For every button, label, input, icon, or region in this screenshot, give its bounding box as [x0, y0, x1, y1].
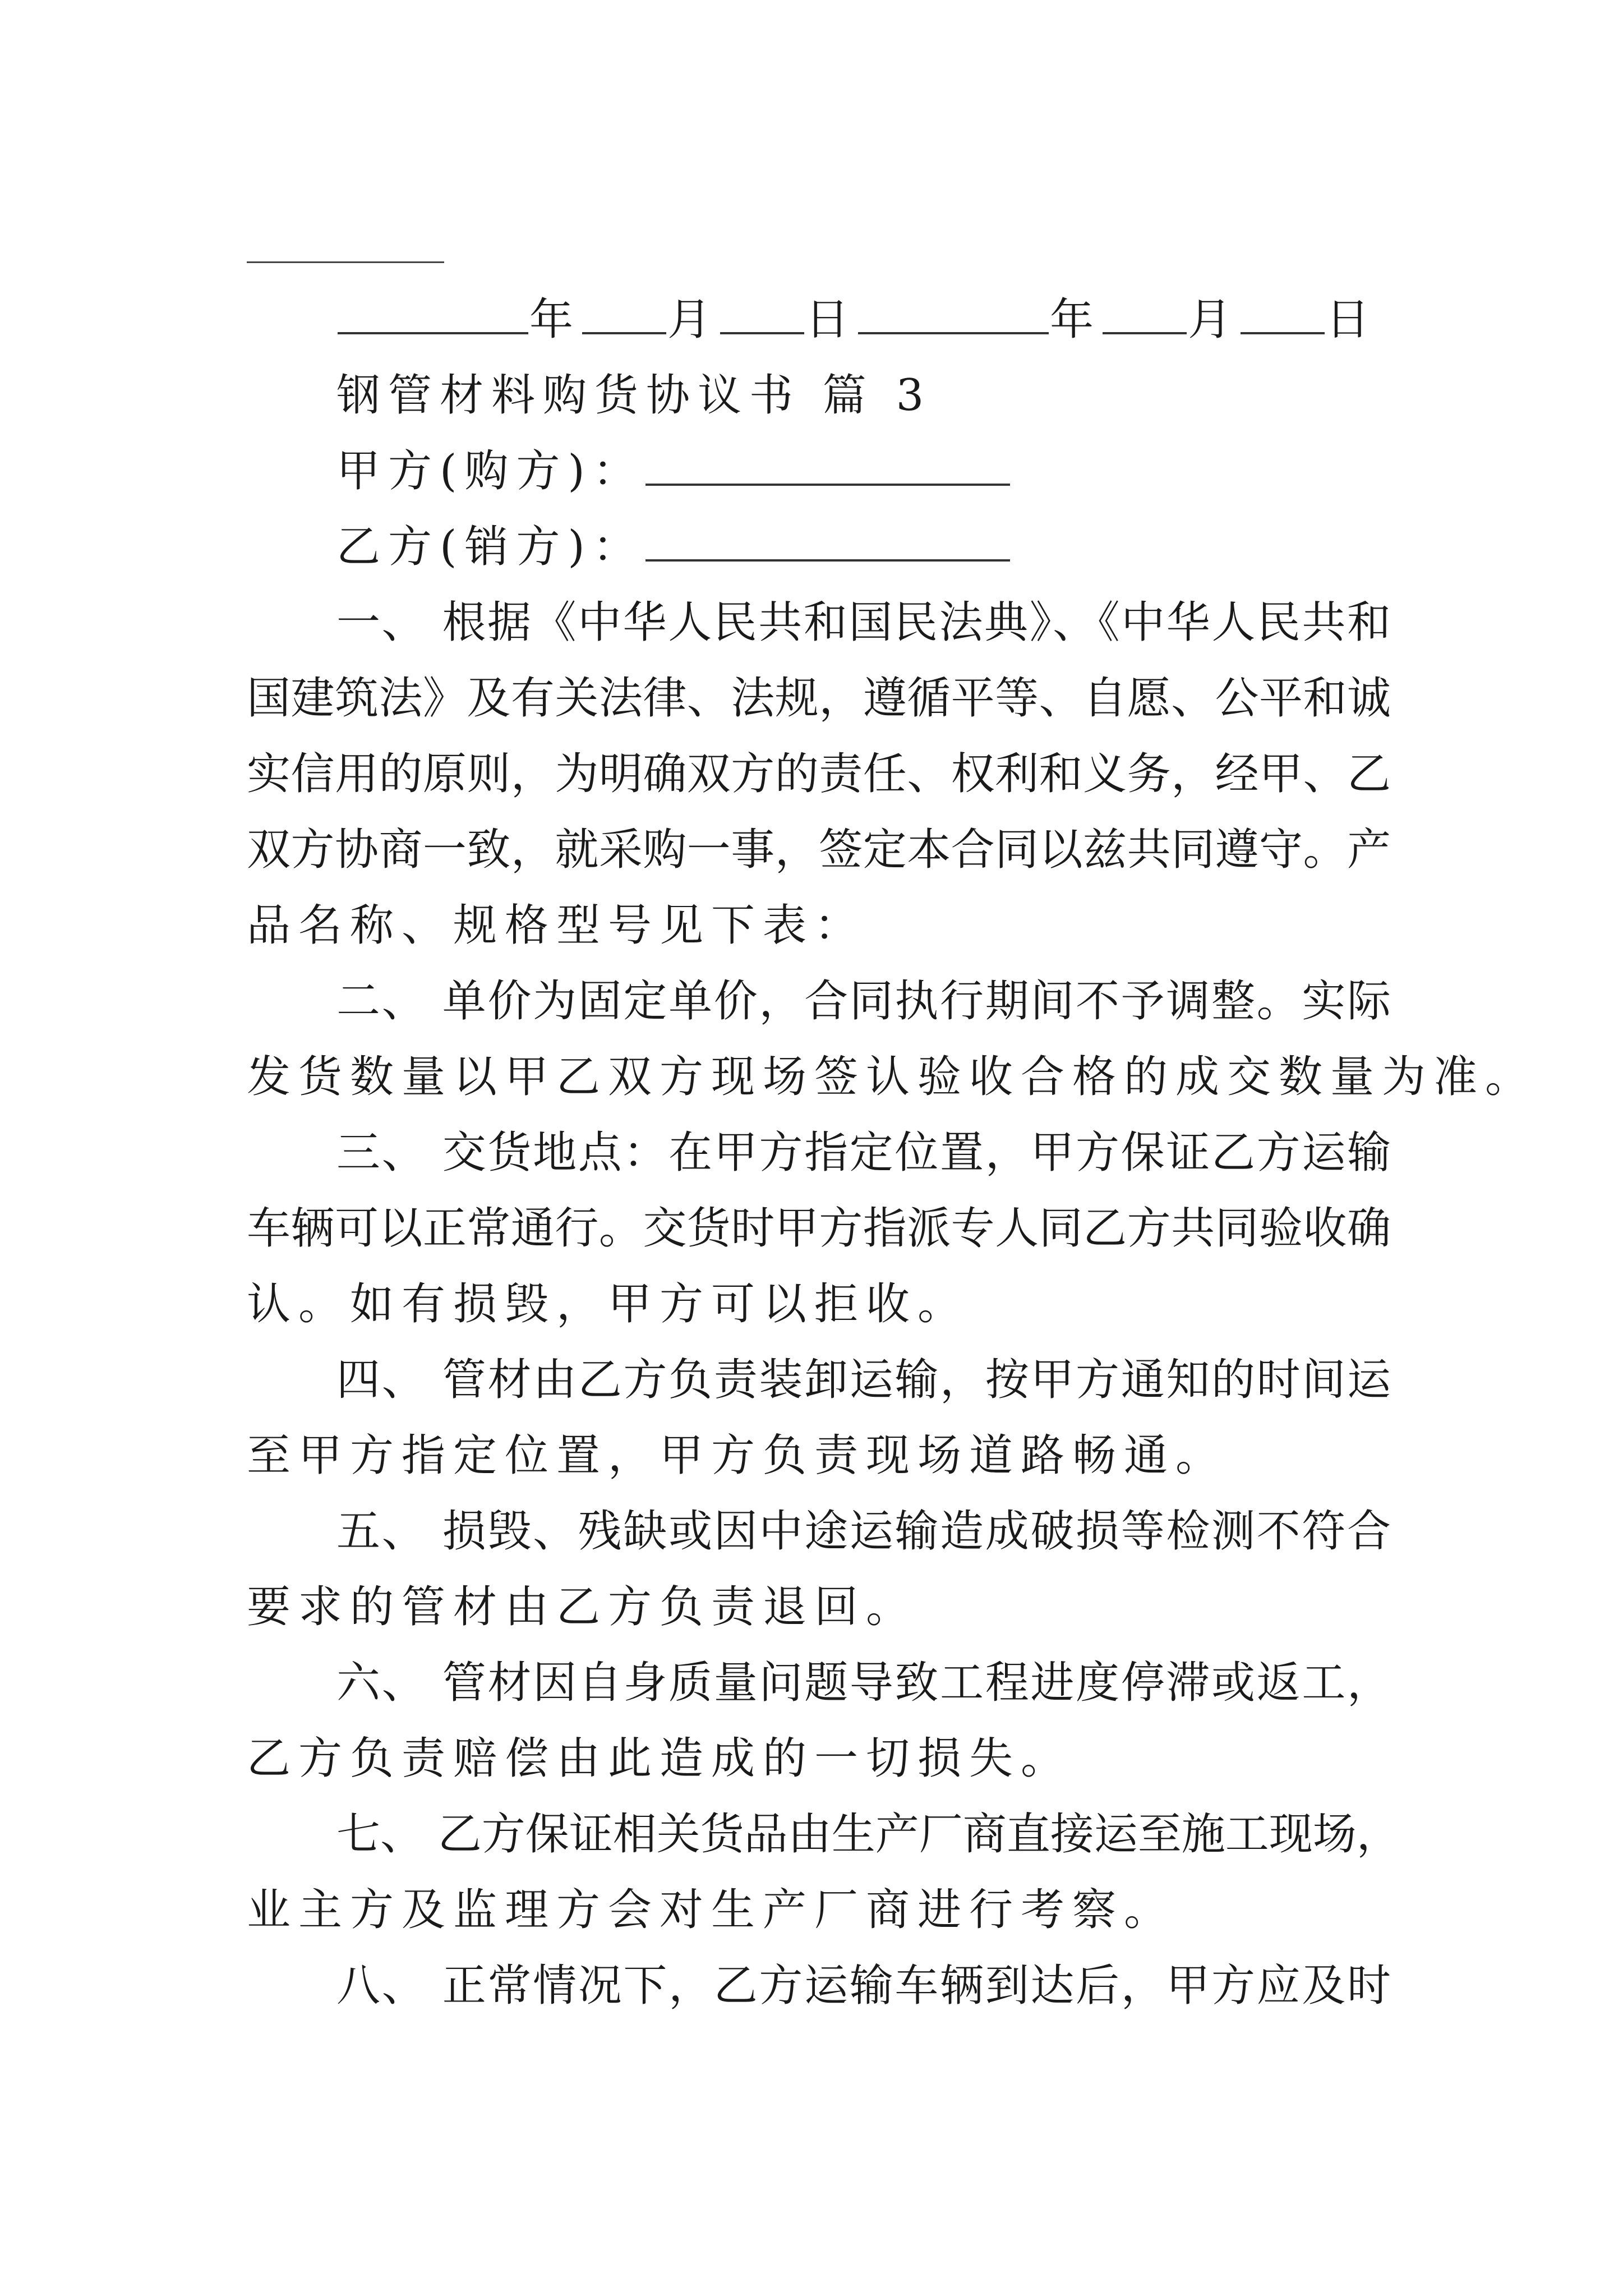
clause-7-line-1: 七、 乙方保证相关货品由生产厂商直接运至施工现场， [336, 1809, 1400, 1860]
clause-3-line-1: 三、 交货地点：在甲方指定位置，甲方保证乙方运输 [336, 1128, 1391, 1178]
clause-5-line-2: 要求的管材由乙方负责退回。 [247, 1582, 918, 1632]
date-line [336, 292, 1391, 348]
clause-1-line-4: 双方协商一致，就采购一事，签定本合同以兹共同遵守。产 [247, 825, 1391, 875]
clause-3-line-3: 认。如有损毁，甲方可以拒收。 [247, 1279, 970, 1329]
clause-5-line-1: 五、 损毁、残缺或因中途运输造成破损等检测不符合 [336, 1506, 1391, 1557]
party-a-line [336, 443, 1391, 499]
clause-7-line-2: 业主方及监理方会对生产厂商进行考察。 [247, 1885, 1176, 1935]
document-title: 钢管材料购货协议书 篇 3 [336, 370, 932, 421]
year-label-2: 年 [1050, 295, 1102, 345]
day-label-2: 日 [1326, 295, 1378, 345]
clause-1-line-3: 实信用的原则，为明确双方的责任、权利和义务，经甲、乙 [247, 749, 1391, 799]
clause-2-line-2: 发货数量以甲乙双方现场签认验收合格的成交数量为准。 [247, 1052, 1537, 1102]
clause-3-line-2: 车辆可以正常通行。交货时甲方指派专人同乙方共同验收确 [247, 1203, 1391, 1254]
clause-1-line-2: 国建筑法》及有关法律、法规，遵循平等、自愿、公平和诚 [247, 673, 1391, 724]
clause-1-line-5: 品名称、规格型号见下表： [247, 900, 866, 951]
year-blank-2 [858, 321, 1049, 334]
clause-8-line-1: 八、 正常情况下，乙方运输车辆到达后，甲方应及时 [336, 1961, 1391, 2011]
clause-6-line-2: 乙方负责赔偿由此造成的一切损失。 [247, 1733, 1073, 1784]
party-b-label: 乙方(销方)： [336, 522, 644, 572]
day-blank-1 [720, 321, 804, 334]
year-blank-1 [338, 321, 528, 334]
month-label-2: 月 [1188, 295, 1240, 345]
month-blank-1 [582, 321, 666, 334]
party-a-blank [645, 472, 1010, 486]
header-rule [247, 261, 444, 263]
clause-6-line-1: 六、 管材因自身质量问题导致工程进度停滞或返工， [336, 1658, 1391, 1708]
day-blank-2 [1241, 321, 1325, 334]
clause-4-line-2: 至甲方指定位置，甲方负责现场道路畅通。 [247, 1430, 1228, 1481]
party-b-blank [645, 548, 1010, 562]
clause-4-line-1: 四、 管材由乙方负责装卸运输，按甲方通知的时间运 [336, 1355, 1391, 1405]
day-label-1: 日 [805, 295, 857, 345]
party-a-label: 甲方(购方)： [336, 446, 644, 496]
clause-2-line-1: 二、 单价为固定单价，合同执行期间不予调整。实际 [336, 976, 1391, 1027]
year-label-1: 年 [529, 295, 582, 345]
party-b-line [336, 519, 1391, 575]
month-label-1: 月 [667, 295, 720, 345]
clause-1-line-1: 一、 根据《中华人民共和国民法典》、《中华人民共和 [336, 597, 1391, 648]
month-blank-2 [1103, 321, 1187, 334]
